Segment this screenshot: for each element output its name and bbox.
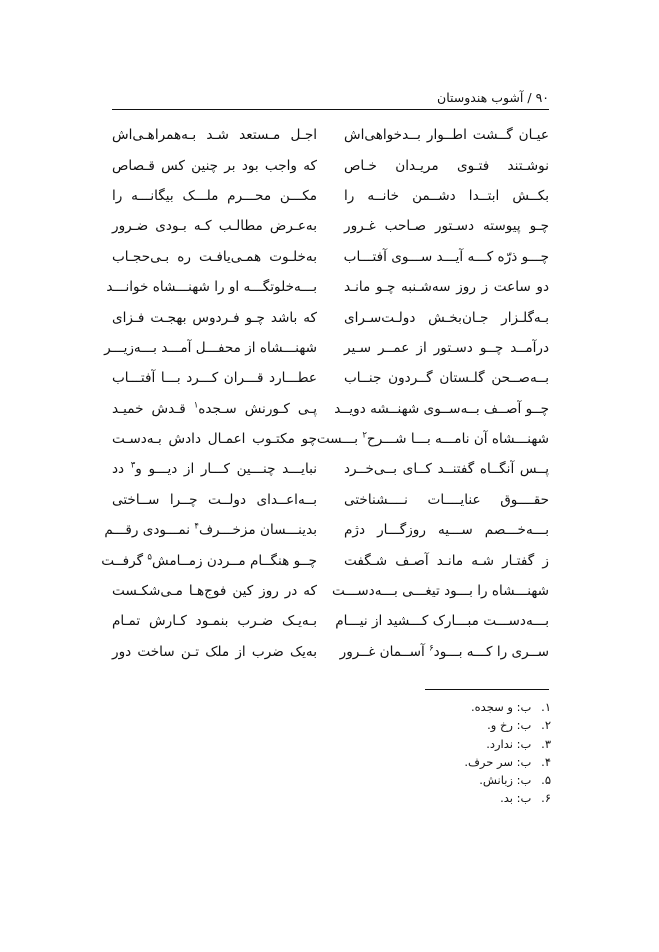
hemistich-text: نوشـتند فتـوی مریـدان خـاص xyxy=(344,157,549,174)
verse-line xyxy=(104,333,549,363)
footnote-rule xyxy=(425,689,549,690)
page-number: ۹۰ xyxy=(535,90,549,105)
footnote-marker: ۴ xyxy=(194,521,199,532)
footnote-number: ۴. xyxy=(541,754,551,769)
hemistich-left xyxy=(104,338,317,358)
hemistich-text: چـو پیوسته دسـتور صـاحب غـرور xyxy=(344,218,549,235)
hemistich-left xyxy=(112,368,317,388)
footnote-item xyxy=(331,735,551,753)
verse-line xyxy=(101,545,549,575)
footnote-item xyxy=(331,716,551,734)
hemistich-text: مکـــن محـــرم ملـــک بیگانـــه را xyxy=(112,187,317,204)
hemistich-text: بدینـــسان مزخـــرف xyxy=(198,522,317,539)
footnote-text: ب: و سجده. xyxy=(471,700,532,714)
hemistich-text: دو ساعت ز روز سه‌شـنبه چـو مانـد xyxy=(344,279,549,296)
hemistich-text: بـــه‌دســـت مبـــارک کـــشید از نیـــام xyxy=(335,613,549,630)
hemistich-text: درآمــد چــو دسـتور از عمــر سـیر xyxy=(344,339,549,356)
verse-line xyxy=(104,515,549,545)
footnote-item xyxy=(331,753,551,771)
hemistich-text-continued: دد xyxy=(112,461,131,478)
hemistich-left xyxy=(112,125,317,145)
verse-line xyxy=(112,454,549,484)
footnote-text: ب: بد. xyxy=(500,791,532,806)
hemistich-text: حقــــوق عنایــــات نــــشناختی xyxy=(344,491,549,508)
hemistich-text: ســری را کـــه بـــود xyxy=(433,643,549,660)
hemistich-text: بـه‌گلـزار جـان‌بخـش دولـت‌سـرای xyxy=(344,309,549,326)
hemistich-text: عطـــارد قـــران کـــرد بـــا آفتـــاب xyxy=(112,370,317,387)
footnote-number: ۱. xyxy=(541,700,551,714)
hemistich-left xyxy=(101,551,317,571)
hemistich-right xyxy=(335,611,549,631)
hemistich-left xyxy=(112,581,317,601)
hemistich-right xyxy=(344,308,549,328)
hemistich-right xyxy=(344,277,549,297)
hemistich-left xyxy=(112,490,317,510)
verse-line xyxy=(112,181,549,211)
hemistich-left xyxy=(112,216,317,236)
footnote-marker: ۳ xyxy=(130,460,136,471)
hemistich-text: شهنـــشاه را بـــود تیغـــی بـــه‌دســـت xyxy=(331,583,549,600)
footnote-marker: ۱ xyxy=(193,400,199,411)
hemistich-text: به‌خلـوت همـی‌یافـت ره بـی‌حجـاب xyxy=(112,248,317,265)
hemistich-right xyxy=(344,490,549,510)
poem-body xyxy=(101,120,549,667)
hemistich-right xyxy=(344,216,549,236)
footnote-text: ب: زبانش. xyxy=(479,773,532,788)
hemistich-left xyxy=(112,156,317,176)
footnotes xyxy=(331,698,551,808)
verse-line xyxy=(106,272,549,302)
hemistich-text-continued: بـــست xyxy=(316,431,363,448)
footnote-item xyxy=(331,789,551,807)
hemistich-right xyxy=(344,459,549,479)
footnote-number: ۳. xyxy=(541,736,551,751)
hemistich-text: بـه‌یـک ضـرب بنمـود کـارش تمـام xyxy=(112,613,317,630)
verse-line xyxy=(112,302,549,332)
verse-line xyxy=(112,576,549,606)
verse-line xyxy=(112,394,549,424)
verse-line xyxy=(112,120,549,150)
verse-line xyxy=(112,211,549,241)
footnote-item xyxy=(331,771,551,789)
running-head xyxy=(437,90,549,105)
hemistich-left xyxy=(104,520,317,540)
verse-line xyxy=(112,606,549,636)
hemistich-text: که در روز کین فوج‌هـا مـی‌شکـست xyxy=(112,583,317,600)
hemistich-text: شهنـــشاه از محفـــل آمـــد بـــه‌زیـــر xyxy=(104,339,317,356)
hemistich-left xyxy=(106,277,317,297)
hemistich-left xyxy=(112,399,317,419)
footnote-marker: ۵ xyxy=(147,552,152,563)
hemistich-text-continued: نمـــودی رقـــم xyxy=(104,522,195,539)
hemistich-text: بـــه‌خلوتگـــه او را شهنـــشاه خوانـــد xyxy=(106,279,317,296)
hemistich-right xyxy=(344,520,549,540)
hemistich-text: به‌یک ضرب از ملک تـن ساخت دور xyxy=(112,643,317,660)
hemistich-text: چـــو ذرّه کـــه آیـــد ســـوی آفتـــاب xyxy=(343,248,549,265)
verse-line xyxy=(112,363,549,393)
hemistich-right xyxy=(316,429,549,449)
hemistich-left xyxy=(112,642,317,662)
verse-line xyxy=(112,150,549,180)
hemistich-text: پــس آنگــاه گفتنــد کــای بــی‌خــرد xyxy=(344,461,549,478)
hemistich-text: چو مکتـوب اعمـال دادش بـه‌دسـت xyxy=(112,431,317,448)
hemistich-right xyxy=(344,368,549,388)
verse-line xyxy=(112,637,549,667)
head-separator: / xyxy=(527,90,532,105)
hemistich-left xyxy=(112,247,317,267)
hemistich-right xyxy=(339,642,549,662)
hemistich-text-continued: گرفــت xyxy=(101,552,148,569)
hemistich-text-continued: قـدش خمیـد xyxy=(112,400,194,417)
hemistich-text: ز گفتـار شـه مانـد آصـف شـگفت xyxy=(344,552,549,569)
hemistich-text: اجـل مـستعد شـد بـه‌همراهـی‌اش xyxy=(112,127,317,144)
hemistich-right xyxy=(334,399,549,419)
hemistich-left xyxy=(112,611,317,631)
header-rule xyxy=(112,109,549,110)
verse-line xyxy=(112,424,549,454)
hemistich-text: بـــه‌خـــصم ســـیه روزگـــار دژم xyxy=(344,522,549,539)
hemistich-text: چــو هنگــام مــردن زمــامش xyxy=(151,552,317,569)
hemistich-right xyxy=(331,581,549,601)
hemistich-right xyxy=(344,156,549,176)
hemistich-text: شهنـــشاه آن نامـــه بـــا شـــرح xyxy=(366,431,549,448)
footnote-text: ب: سر حرف. xyxy=(464,754,532,769)
hemistich-right xyxy=(344,551,549,571)
hemistich-text: بــه‌صــحن گلـستان گــردون جنــاب xyxy=(344,370,549,387)
hemistich-text: پـی کـورنش سـجده xyxy=(198,400,317,417)
hemistich-text: که واجب بود بر چنین کس قـصاص xyxy=(112,157,317,174)
footnote-number: ۶. xyxy=(541,791,551,806)
hemistich-text: که باشد چـو فـردوس بهجـت فـزای xyxy=(112,309,317,326)
hemistich-text: بــه‌اعــدای دولــت چــرا ســاختی xyxy=(112,491,317,508)
hemistich-right xyxy=(344,186,549,206)
hemistich-right xyxy=(344,338,549,358)
footnote-marker: ۲ xyxy=(362,430,367,441)
chapter-title: آشوب هندوستان xyxy=(437,90,524,105)
footnote-text: ب: ندارد. xyxy=(486,736,532,751)
hemistich-text: عیـان گــشت اطــوار بــدخواهی‌اش xyxy=(344,127,549,144)
hemistich-left xyxy=(112,308,317,328)
hemistich-text: بکــش ابتــدا دشــمن خانــه را xyxy=(344,187,549,204)
hemistich-left xyxy=(112,186,317,206)
hemistich-right xyxy=(344,247,549,267)
footnote-number: ۲. xyxy=(541,718,551,733)
hemistich-text: به‌عـرض مطالـب کـه بـودی ضـرور xyxy=(112,218,317,235)
hemistich-left xyxy=(112,459,317,479)
hemistich-text-continued: آســمان غــرور xyxy=(339,643,430,660)
verse-line xyxy=(112,485,549,515)
footnote-text: ب: رخ و. xyxy=(487,718,532,733)
verse-line xyxy=(112,242,549,272)
footnote-number: ۵. xyxy=(541,773,551,788)
footnote-marker: ۶ xyxy=(429,643,434,654)
hemistich-left xyxy=(112,429,317,449)
hemistich-text: نبایـــد چنـــین کـــار از دیـــو و xyxy=(135,461,317,478)
hemistich-text: چــو آصــف بــه‌ســوی شهنــشه دویــد xyxy=(334,400,549,417)
hemistich-right xyxy=(344,125,549,145)
footnote-item xyxy=(331,698,551,716)
